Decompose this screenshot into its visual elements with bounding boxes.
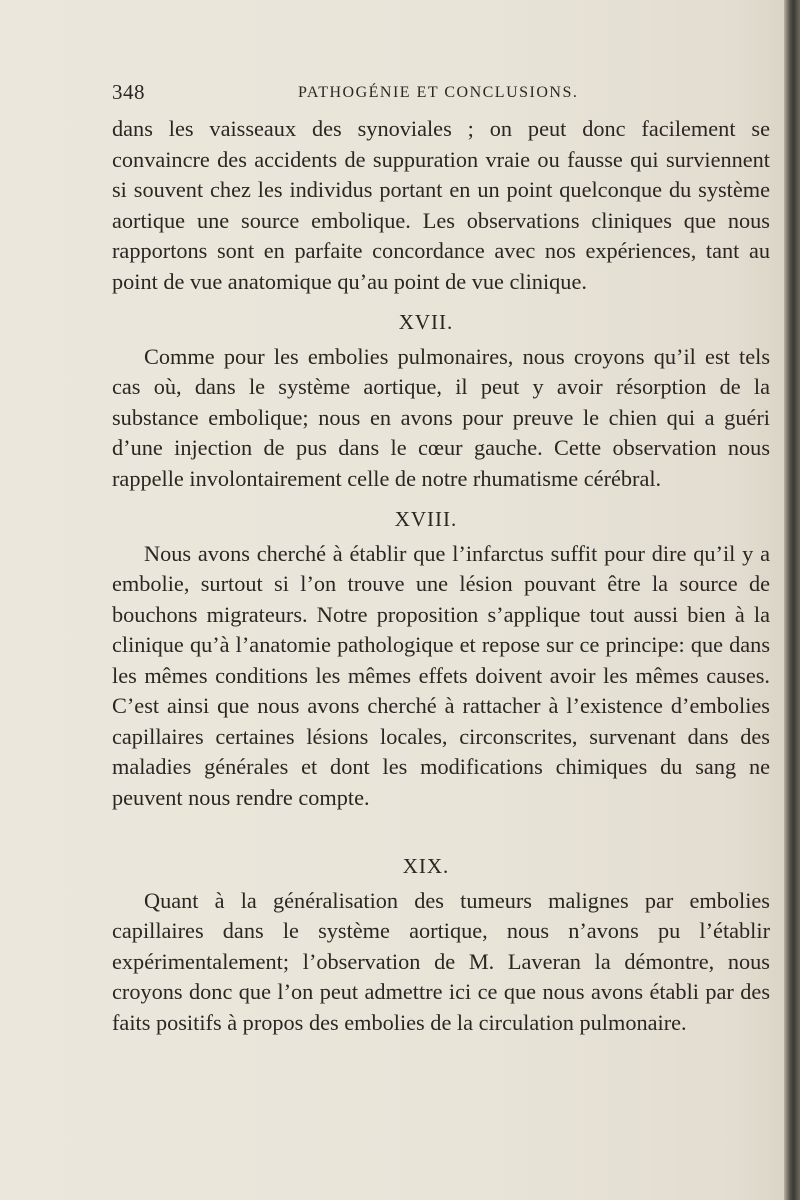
paragraph-xix: Quant à la généralisation des tumeurs malignes par embolies capillaires dans le système aortique, nous n’avons pu l’établir expérimentalement; l’observation de M. Laveran la démontre, nous croyons donc que l’on peut admettre ici ce que nous avons établi par des faits positifs à propos des embolies de la circulation pulmonaire. (112, 887, 770, 1035)
body-text (112, 114, 770, 1038)
paragraph-xvii: Comme pour les embolies pulmonaires, nous croyons qu’il est tels cas où, dans le système aortique, il peut y avoir résorption de la substance embolique; nous en avons pour preuve le chien qui a guéri d’une injection de pus dans le cœur gauche. Cette observation nous rappelle involontairement celle de notre rhumatisme cérébral. (112, 343, 770, 491)
paragraph-xviii: Nous avons cherché à établir que l’infarctus suffit pour dire qu’il y a embolie, surtout si l’on trouve une lésion pouvant être la source de bouchons migrateurs. Notre proposition s’applique tout aussi bien à la clinique qu’à l’anatomie pathologique et repose sur ce principe: que dans les mêmes conditions les mêmes effets doivent avoir les mêmes causes. C’est ainsi que nous avons cherché à rattacher à l’existence d’embolies capillaires certaines lésions locales, circonscrites, survenant dans des maladies générales et dont les modifications chimiques du sang ne peuvent nous rendre compte. (112, 540, 770, 810)
page-edge-shadow (784, 0, 800, 1200)
paragraph-continuation: dans les vaisseaux des synoviales ; on peut donc facilement se convaincre des accidents de suppuration vraie ou fausse qui surviennent si souvent chez les individus portant en un point quelconque du système aortique une source embolique. Les observations cliniques que nous rapportons sont en parfaite concordance avec nos expériences, tant au point de vue anatomique qu’au point de vue clinique. (112, 116, 770, 294)
section-heading-xviii: XVIII. (394, 507, 458, 531)
page-number: 348 (112, 80, 145, 104)
page-header (112, 80, 752, 110)
running-head: PATHOGÉNIE ET CONCLUSIONS. (298, 84, 579, 101)
section-heading-xix: XIX. (402, 854, 450, 878)
section-heading-xvii: XVII. (398, 310, 454, 334)
